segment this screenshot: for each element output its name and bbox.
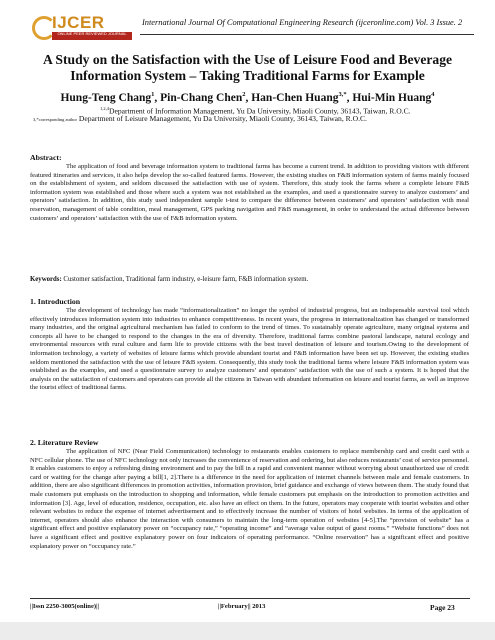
- review-body: [30, 448, 469, 551]
- bottom-band: [0, 622, 495, 640]
- abstract-heading: Abstract:: [30, 153, 62, 162]
- review-heading: 2. Literature Review: [30, 438, 99, 447]
- footer-issn: ||Issn 2250-3005(online)||: [30, 603, 100, 610]
- intro-heading: 1. Introduction: [30, 297, 81, 306]
- affiliation-text: Department of Information Management, Yu Da University, Miaoli County, 36143, Taiwan, R.O.C.: [109, 106, 411, 116]
- author-name: Han-Chen Huang: [251, 91, 339, 104]
- author-sup: 3,*: [338, 91, 347, 98]
- logo-text: IJCER: [52, 13, 105, 32]
- footer-date: ||February|| 2013: [218, 603, 266, 610]
- author-name: Hui-Min Huang: [352, 91, 432, 104]
- author-sup: 2: [242, 91, 246, 98]
- keywords-label: Keywords:: [30, 276, 62, 283]
- affiliation-2: [33, 114, 367, 123]
- author-list: Hung-Teng Chang$^1$, Pin-Chang Chen$^2$, Han-Chen Huang$^{3,*}$, Hui-Min Huang$^4$: [60, 91, 435, 104]
- review-text: The application of NFC (Near Field Communication) technology to restaurants enables customers to replace membership card and credit card with a NFC cellular phone. The use of NFC technology not only increases the convenience of reservation and ordering, but also reduces restaurants’ cost of service personnel. It enables customers to enjoy a refreshing dining environment and to pay the bill in a rapid and convenient manner without worrying about unauthorized use of credit card or waiting for the change after paying a bill[1, 2].There is a difference in the need for application of internet channels between male and female customers. In addition, there are also significant differences in promotion activities, information provision, brief guidance and exchange of views between them. The study found that male customers put emphasis on the introduction to shopping and information, while female customers put emphasis on the introduction to promotion activities and information [3]. Age, level of education, residence, occupation, etc. also have an effect on them. In the future, operators may cooperate with tourist websites and other relevant websites to reduce the expense of internet advertisement and to effectively increase the number of visitors of hotel websites. In terms of the application of internet, operators should also enhance the interaction with consumers to maintain the long-term operation of websites [4-5].The “provision of website” has a significant effect and positive explanatory power on “occupancy rate,” “operating income” and “average value output of guest rooms.” “Website functions” does not have a significant effect and positive explanatory power on four indicators of operating performance. “Online reservation” has a significant effect and positive explanatory power on “occupancy rate.”: [30, 448, 469, 550]
- header-rule: [140, 34, 474, 35]
- paper-title: A Study on the Satisfaction with the Use of Leisure Food and Beverage Information System – Taking Traditional Farms for Example: [42, 52, 453, 83]
- affiliation-text: Department of Leisure Management, Yu Da University, Miaoli County, 36143, Taiwan, R.O.C.: [78, 114, 367, 123]
- author-name: Hung-Teng Chang: [60, 91, 152, 104]
- author-name: Pin-Chang Chen: [160, 91, 243, 104]
- abstract-text: The application of food and beverage information system to traditional farms has become a current trend. In addition to providing visitors with different featured itineraries and services, it also helps develop the so-called featured farms. However, the existing studies on F&B information system of farms mainly focused on the establishment of system, and seldom discussed the satisfaction with use of system. Therefore, this study took the farms where a complete leisure F&B information system was established and those where such a system was not established as the examples, and used a questionnaire survey to analyze customers’ and operators’ satisfaction. In addition, this study used independent sample t-test to compare the difference between customers’ and operators’ satisfaction with meal reservation, management of table condition, meal management, GPS parking navigation and F&B management, in order to understand the actual difference between customers’ and operators’ satisfaction with the use of F&B information system.: [30, 163, 469, 222]
- affiliation-sup: 1,2,4: [100, 106, 109, 111]
- footer-rule: [30, 598, 470, 599]
- journal-header: [30, 12, 470, 46]
- author-sup: 1: [151, 91, 155, 98]
- intro-body: [30, 307, 469, 393]
- journal-logo: [30, 12, 134, 40]
- logo-band: ONLINE PEER REVIEWED JOURNAL: [52, 32, 132, 40]
- keywords-text: Customer satisfaction, Traditional farm industry, e-leisure farm, F&B information system.: [63, 276, 309, 283]
- intro-text: The development of technology has made “informationalization” no longer the symbol of industrial progress, but an indispensable survival tool which effectively introduces information system into industries to enhance competitiveness. In recent years, the progress in internationalization has changed or transformed many industries, and the original agricultural mechanism has failed to conform to the trend of times. To sustainably operate agriculture, many original systems and concepts all have to be changed to respond to the changes in the era of diversity. Therefore, traditional farms combine pastoral landscape, natural ecology and environmental resources with rural culture and farm life to provide citizens with the best travel destination of leisure and tourism.Owing to the development of information technology, a variety of websites of leisure farms which provide abundant tourist and F&B information have been set up. However, the existing studies seldom mentioned the satisfaction with the use of leisure F&B system. Consequently, this study took the traditional farms where leisure F&B information system was established as the examples, and used a questionnaire survey to analyze customers’ and operators’ satisfaction with the use of such a system. It is hoped that the analysis on the satisfaction of customers and operators can provide all the citizens in Taiwan with abundant information on leisure and tourist farms, as well as improve the tourist effect of traditional farms.: [30, 307, 469, 392]
- abstract-body: [30, 163, 469, 223]
- page-number: Page 23: [430, 603, 455, 612]
- author-sup: 4: [431, 91, 435, 98]
- affiliation-tag: 3,*corresponding author: [33, 117, 77, 122]
- journal-name: International Journal Of Computational Engineering Research (ijceronline.com) Vol. 3 Issue. 2: [142, 18, 463, 27]
- keywords: [30, 276, 469, 283]
